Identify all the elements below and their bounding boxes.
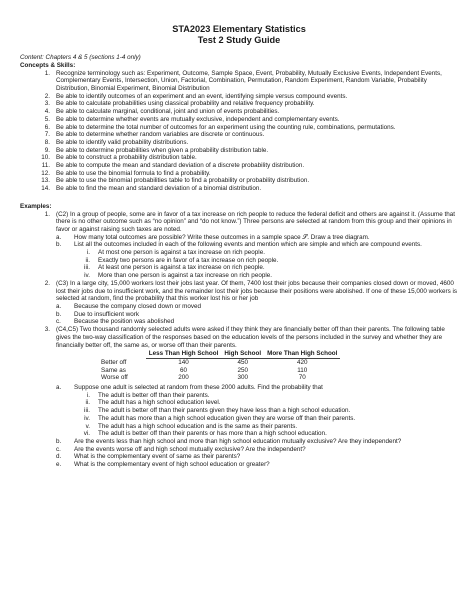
table-header-cell: More Than High School bbox=[264, 350, 340, 358]
study-guide-document bbox=[20, 24, 458, 469]
example-3-a-item: i. The adult is better off than their parents. bbox=[86, 391, 210, 399]
education-table bbox=[98, 350, 340, 382]
example-3-text: (C4,C5) Two thousand randomly selected adults were asked if they think they are financially better off than their parents. The following table gives the two-way classification of the responses based on the education levels of the persons included in the survey and whether they are financially better off, the same as, or worse off than their parents. bbox=[56, 326, 445, 349]
table-row bbox=[98, 374, 340, 382]
table-cell: 200 bbox=[178, 374, 189, 382]
skill-item: 12. Be able to use the binomial formula to find a probability. bbox=[41, 169, 211, 177]
example-3-part-a: a. Suppose one adult is selected at random from these 2000 adults. Find the probability that bbox=[56, 384, 323, 392]
table-cell: 140 bbox=[178, 358, 189, 366]
table-header-cell: High School bbox=[221, 350, 264, 358]
example-3-a-item: v. The adult has a high school education and is the same as their parents. bbox=[85, 422, 298, 430]
skill-item: 8. Be able to identify valid probability distributions. bbox=[44, 138, 189, 146]
content-line: Content: Chapters 4 & 5 (sections 1-4 only) bbox=[20, 54, 141, 62]
example-1-part-a: a. How many total outcomes are possible? Write these outcomes in a sample space 𝒮. Draw a tree diagram. bbox=[56, 233, 370, 241]
document-title: STA2023 Elementary Statistics bbox=[172, 24, 306, 34]
skill-item: 6. Be able to determine the total number of outcomes for an experiment using the counting rule, combinations, permutations. bbox=[44, 123, 396, 131]
skill-item: 1. Recognize terminology such as: Experiment, Outcome, Sample Space, Event, Probability, Mutually Exclusive Events, Independent Events, Complementary Events, Intersection, Union, Factorial, Combination, Permutation, Random Experiment, Random Variable, Probability Distribution, Binomial Experiment, Binomial Distribution bbox=[44, 69, 442, 92]
example-3-part-b: b. Are the events less than high school and more than high school education mutually exclusive? Are they independent? bbox=[56, 437, 402, 445]
skill-item: 5. Be able to determine whether events are mutually exclusive, independent and complementary events. bbox=[44, 115, 340, 123]
skill-item: 4. Be able to calculate marginal, conditional, joint and union of events probabilities. bbox=[44, 108, 280, 116]
example-3-part-d: d. What is the complementary event of same as their parents? bbox=[56, 453, 241, 461]
example-2-text: (C3) In a large city, 15,000 workers lost their jobs last year. Of them, 7400 lost their jobs because their companies closed down or moved, 4600 lost their jobs due to insufficient work, and the remainder lost their jobs because their positions were abolished. If one of these 15,000 workers is selected at random, find the probability that this worker lost his or her job bbox=[56, 279, 458, 303]
skill-item: 14. Be able to find the mean and standard deviation of a binomial distribution. bbox=[41, 185, 262, 193]
skill-item: 10. Be able to construct a probability distribution table. bbox=[41, 154, 197, 162]
table-cell: 420 bbox=[296, 358, 308, 366]
skill-item: 7. Be able to determine whether random variables are discrete or continuous. bbox=[44, 131, 265, 139]
table-cell: 70 bbox=[298, 374, 306, 382]
table-row bbox=[98, 367, 340, 375]
example-3: 3. (C4,C5) Two thousand randomly selected adults were asked if they think they are financially better off than their parents. The following table gives the two-way classification of the responses based on the education levels of the persons included in the survey and whether they are financially better off, the same as, or worse off than their parents. Less Than High School High School More Than High School Better off 140 450 420 Same as 60 250 110 Worse off 200 300 70 a. Suppose one adult is selected at random from these 2000 adults. Find the probability that i. The adult is better off than their parents. ii. The adult has a high school education level. iii. The adult is better off than their parents given they have less than a high school education. iv. The adult has more than a high school education given they are worse off than their parents. v. The adult has a high school education and is the same as their parents. vi. The adult is better off than their parents or has more than a high school education. b. Are the events less than high school and more than high school education mutually exclusive? Are they independent? c. Are the events worse off and high school mutually exclusive? Are the independent? d. What is the complementary event of same as their parents? e. What is the complementary event of high school education or greater? bbox=[20, 326, 458, 469]
skill-item: 11. Be able to compute the mean and standard deviation of a discrete probability distribution. bbox=[41, 162, 305, 170]
table-cell: 60 bbox=[180, 366, 188, 374]
row-label: Better off bbox=[101, 358, 127, 366]
table-cell: 110 bbox=[297, 366, 308, 374]
table-row bbox=[98, 358, 340, 366]
table-header-cell bbox=[98, 350, 146, 358]
table-cell: 300 bbox=[237, 374, 248, 382]
example-2-item: c. Because the position was abolished bbox=[56, 318, 175, 326]
example-1: 1. (C2) In a group of people, some are in favor of a tax increase on rich people to reduce the federal deficit and others are against it. (Assume that there is no other outcome such as “no opinion” and “do not know.”) Three persons are selected at random from this group and their opinions in favor or against raising such taxes are noted. a. How many total outcomes are possible? Write these outcomes in a sample space 𝒮. Draw a tree diagram. b. List all the outcomes included in each of the following events and mention which are simple and which are compound events. i. At most one person is against a tax increase on rich people. ii. Exactly two persons are in favor of a tax increase on rich people. iii. At least one person is against a tax increase on rich people. iv. More than one person is against a tax increase on rich people. bbox=[20, 211, 458, 280]
example-1-b-item: iv. More than one person is against a tax increase on rich people. bbox=[84, 272, 272, 280]
example-1-text: (C2) In a group of people, some are in favor of a tax increase on rich people to reduce the federal deficit and others are against it. (Assume that there is no other outcome such as “no opinion” and “do not know.”) Three persons are selected at random from this group and their opinions in favor or against raising such taxes are noted. bbox=[56, 210, 456, 233]
skill-item: 3. Be able to calculate probabilities using classical probability and relative frequency probability. bbox=[44, 100, 315, 108]
table-cell: 250 bbox=[237, 366, 248, 374]
example-2: 2. (C3) In a large city, 15,000 workers lost their jobs last year. Of them, 7400 lost their jobs because their companies closed down or moved, 4600 lost their jobs due to insufficient work, and the remainder lost their jobs because their positions were abolished. If one of these 15,000 workers is selected at random, find the probability that this worker lost his or her job a. Because the company closed down or moved b. Due to insufficient work c. Because the position was abolished bbox=[44, 279, 458, 326]
example-3-part-c: c. Are the events worse off and high school mutually exclusive? Are the independent? bbox=[56, 445, 306, 453]
example-1-b-item: ii. Exactly two persons are in favor of a tax increase on rich people. bbox=[85, 256, 279, 264]
example-3-a-item: iv. The adult has more than a high school education given they are worse off than their parents. bbox=[84, 414, 356, 422]
table-header-cell: Less Than High School bbox=[146, 350, 222, 358]
example-3-a-item: ii. The adult has a high school education level. bbox=[85, 399, 221, 407]
example-2-item: b. Due to insufficient work bbox=[56, 310, 139, 318]
document-subtitle: Test 2 Study Guide bbox=[197, 34, 281, 45]
table-header-row bbox=[98, 350, 340, 358]
skill-item: 13. Be able to use the binomial probabilities table to find a probability or probability distribution. bbox=[41, 177, 310, 185]
example-2-item: a. Because the company closed down or moved bbox=[56, 302, 202, 310]
skill-item: 9. Be able to determine probabilities when given a probability distribution table. bbox=[44, 146, 269, 154]
example-1-b-item: i. At most one person is against a tax increase on rich people. bbox=[86, 249, 265, 257]
table-cell: 450 bbox=[237, 358, 248, 366]
example-1-b-item: iii. At least one person is against a tax increase on rich people. bbox=[84, 264, 265, 272]
skill-item: 2. Be able to identify outcomes of an experiment and an event, identifying simple versus compound events. bbox=[44, 92, 348, 100]
example-3-a-item: iii. The adult is better off than their parents given they have less than a high school education. bbox=[84, 407, 351, 415]
example-1-part-b: b. List all the outcomes included in each of the following events and mention which are simple and which are compound events. bbox=[56, 241, 422, 249]
examples-heading: Examples: bbox=[20, 202, 52, 210]
example-3-part-e: e. What is the complementary event of high school education or greater? bbox=[56, 461, 270, 469]
concepts-heading: Concepts & Skills: bbox=[20, 61, 76, 69]
row-label: Worse off bbox=[101, 374, 128, 382]
skills-list bbox=[20, 70, 458, 193]
example-3-a-item: vi. The adult is better off than their parents or has more than a high school education. bbox=[83, 430, 327, 438]
row-label: Same as bbox=[101, 366, 126, 374]
